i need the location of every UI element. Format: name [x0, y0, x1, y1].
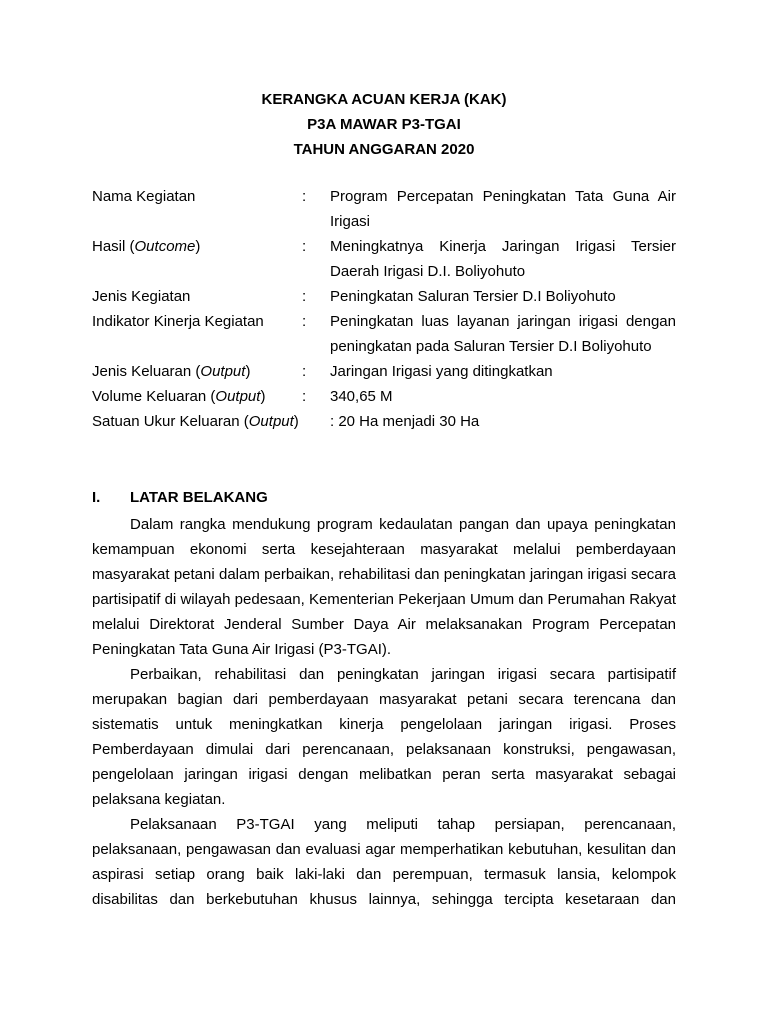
- info-label-italic: Output: [215, 388, 261, 405]
- document-title: KERANGKA ACUAN KERJA (KAK): [261, 91, 507, 108]
- info-row-jenis-keluaran: [92, 359, 676, 384]
- info-label: [92, 384, 302, 409]
- info-colon: :: [302, 188, 307, 205]
- section-title: LATAR BELAKANG: [130, 489, 268, 506]
- info-value: Meningkatnya Kinerja Jaringan Irigasi Tersier Daerah Irigasi D.I. Boliyohuto: [330, 238, 676, 280]
- info-colon: :: [302, 238, 307, 255]
- section-number: I.: [92, 489, 101, 506]
- info-label: [92, 409, 302, 434]
- body-paragraph: Perbaikan, rehabilitasi dan peningkatan jaringan irigasi secara partisipatif merupakan bagian dari pemberdayaan masyarakat petani secara terencana dan sistematis untuk meningkatkan kinerja pengelolaan jaringan irigasi. Proses Pemberdayaan dimulai dari perencanaan, pelaksanaan konstruksi, pengawasan, pengelolaan jaringan irigasi dengan melibatkan peran serta masyarakat sebagai pelaksana kegiatan.: [92, 666, 676, 808]
- body-paragraph: Pelaksanaan P3-TGAI yang meliputi tahap persiapan, perencanaan, pelaksanaan, pengawasan dan evaluasi agar memperhatikan kebutuhan, kesulitan dan aspirasi setiap orang baik laki-laki dan perempuan, termasuk lansia, kelompok disabilitas dan berkebutuhan khusus lainnya, sehingga tercipta kesetaraan dan: [92, 816, 676, 908]
- document-subtitle: P3A MAWAR P3-TGAI: [307, 116, 461, 133]
- info-label-text: Volume Keluaran (: [92, 388, 216, 405]
- info-label-suffix: ): [260, 388, 266, 405]
- info-label-text: Indikator Kinerja Kegiatan: [92, 313, 264, 330]
- info-value: 340,65 M: [330, 388, 393, 405]
- info-label: [92, 284, 302, 309]
- info-label: [92, 309, 302, 334]
- info-label-text: Hasil (: [92, 238, 135, 255]
- info-value: Jaringan Irigasi yang ditingkatkan: [330, 363, 553, 380]
- document-year: TAHUN ANGGARAN 2020: [293, 141, 475, 158]
- info-value: Program Percepatan Peningkatan Tata Guna Air Irigasi: [330, 188, 676, 230]
- info-row-hasil: [92, 234, 676, 284]
- info-row-volume-keluaran: [92, 384, 676, 409]
- info-label: [92, 184, 302, 209]
- info-colon: :: [302, 388, 307, 405]
- info-row-satuan-ukur: [92, 409, 676, 434]
- activity-info-table: [92, 184, 676, 434]
- info-label-suffix: ): [293, 413, 299, 430]
- info-colon: :: [302, 313, 307, 330]
- info-row-indikator-kinerja: [92, 309, 676, 359]
- body-paragraph: Dalam rangka mendukung program kedaulatan pangan dan upaya peningkatan kemampuan ekonomi serta kesejahteraan masyarakat melalui pemberdayaan masyarakat petani dalam perbaikan, rehabilitasi dan peningkatan jaringan irigasi secara partisipatif di wilayah pedesaan, Kementerian Pekerjaan Umum dan Perumahan Rakyat melalui Direktorat Jenderal Sumber Daya Air melaksanakan Program Percepatan Peningkatan Tata Guna Air Irigasi (P3-TGAI).: [92, 516, 676, 658]
- info-label-suffix: ): [195, 238, 201, 255]
- info-label-text: Jenis Keluaran (: [92, 363, 201, 380]
- info-label-suffix: ): [245, 363, 251, 380]
- info-label-text: Jenis Kegiatan: [92, 288, 191, 305]
- info-label-italic: Outcome: [134, 238, 196, 255]
- info-label: [92, 234, 302, 259]
- info-row-nama-kegiatan: [92, 184, 676, 234]
- info-label-italic: Output: [200, 363, 246, 380]
- info-colon: :: [302, 363, 307, 380]
- section-body: [92, 512, 676, 912]
- info-value: : 20 Ha menjadi 30 Ha: [330, 413, 480, 430]
- info-label-text: Satuan Ukur Keluaran (: [92, 413, 249, 430]
- info-colon: :: [302, 288, 307, 305]
- info-label: [92, 359, 302, 384]
- info-label-text: Nama Kegiatan: [92, 188, 196, 205]
- document-title-block: [0, 87, 768, 162]
- info-value: Peningkatan Saluran Tersier D.I Boliyohuto: [330, 288, 616, 305]
- info-label-italic: Output: [248, 413, 294, 430]
- info-row-jenis-kegiatan: [92, 284, 676, 309]
- section-heading: [92, 485, 676, 510]
- info-value: Peningkatan luas layanan jaringan irigasi dengan peningkatan pada Saluran Tersier D.I Boliyohuto: [330, 313, 676, 355]
